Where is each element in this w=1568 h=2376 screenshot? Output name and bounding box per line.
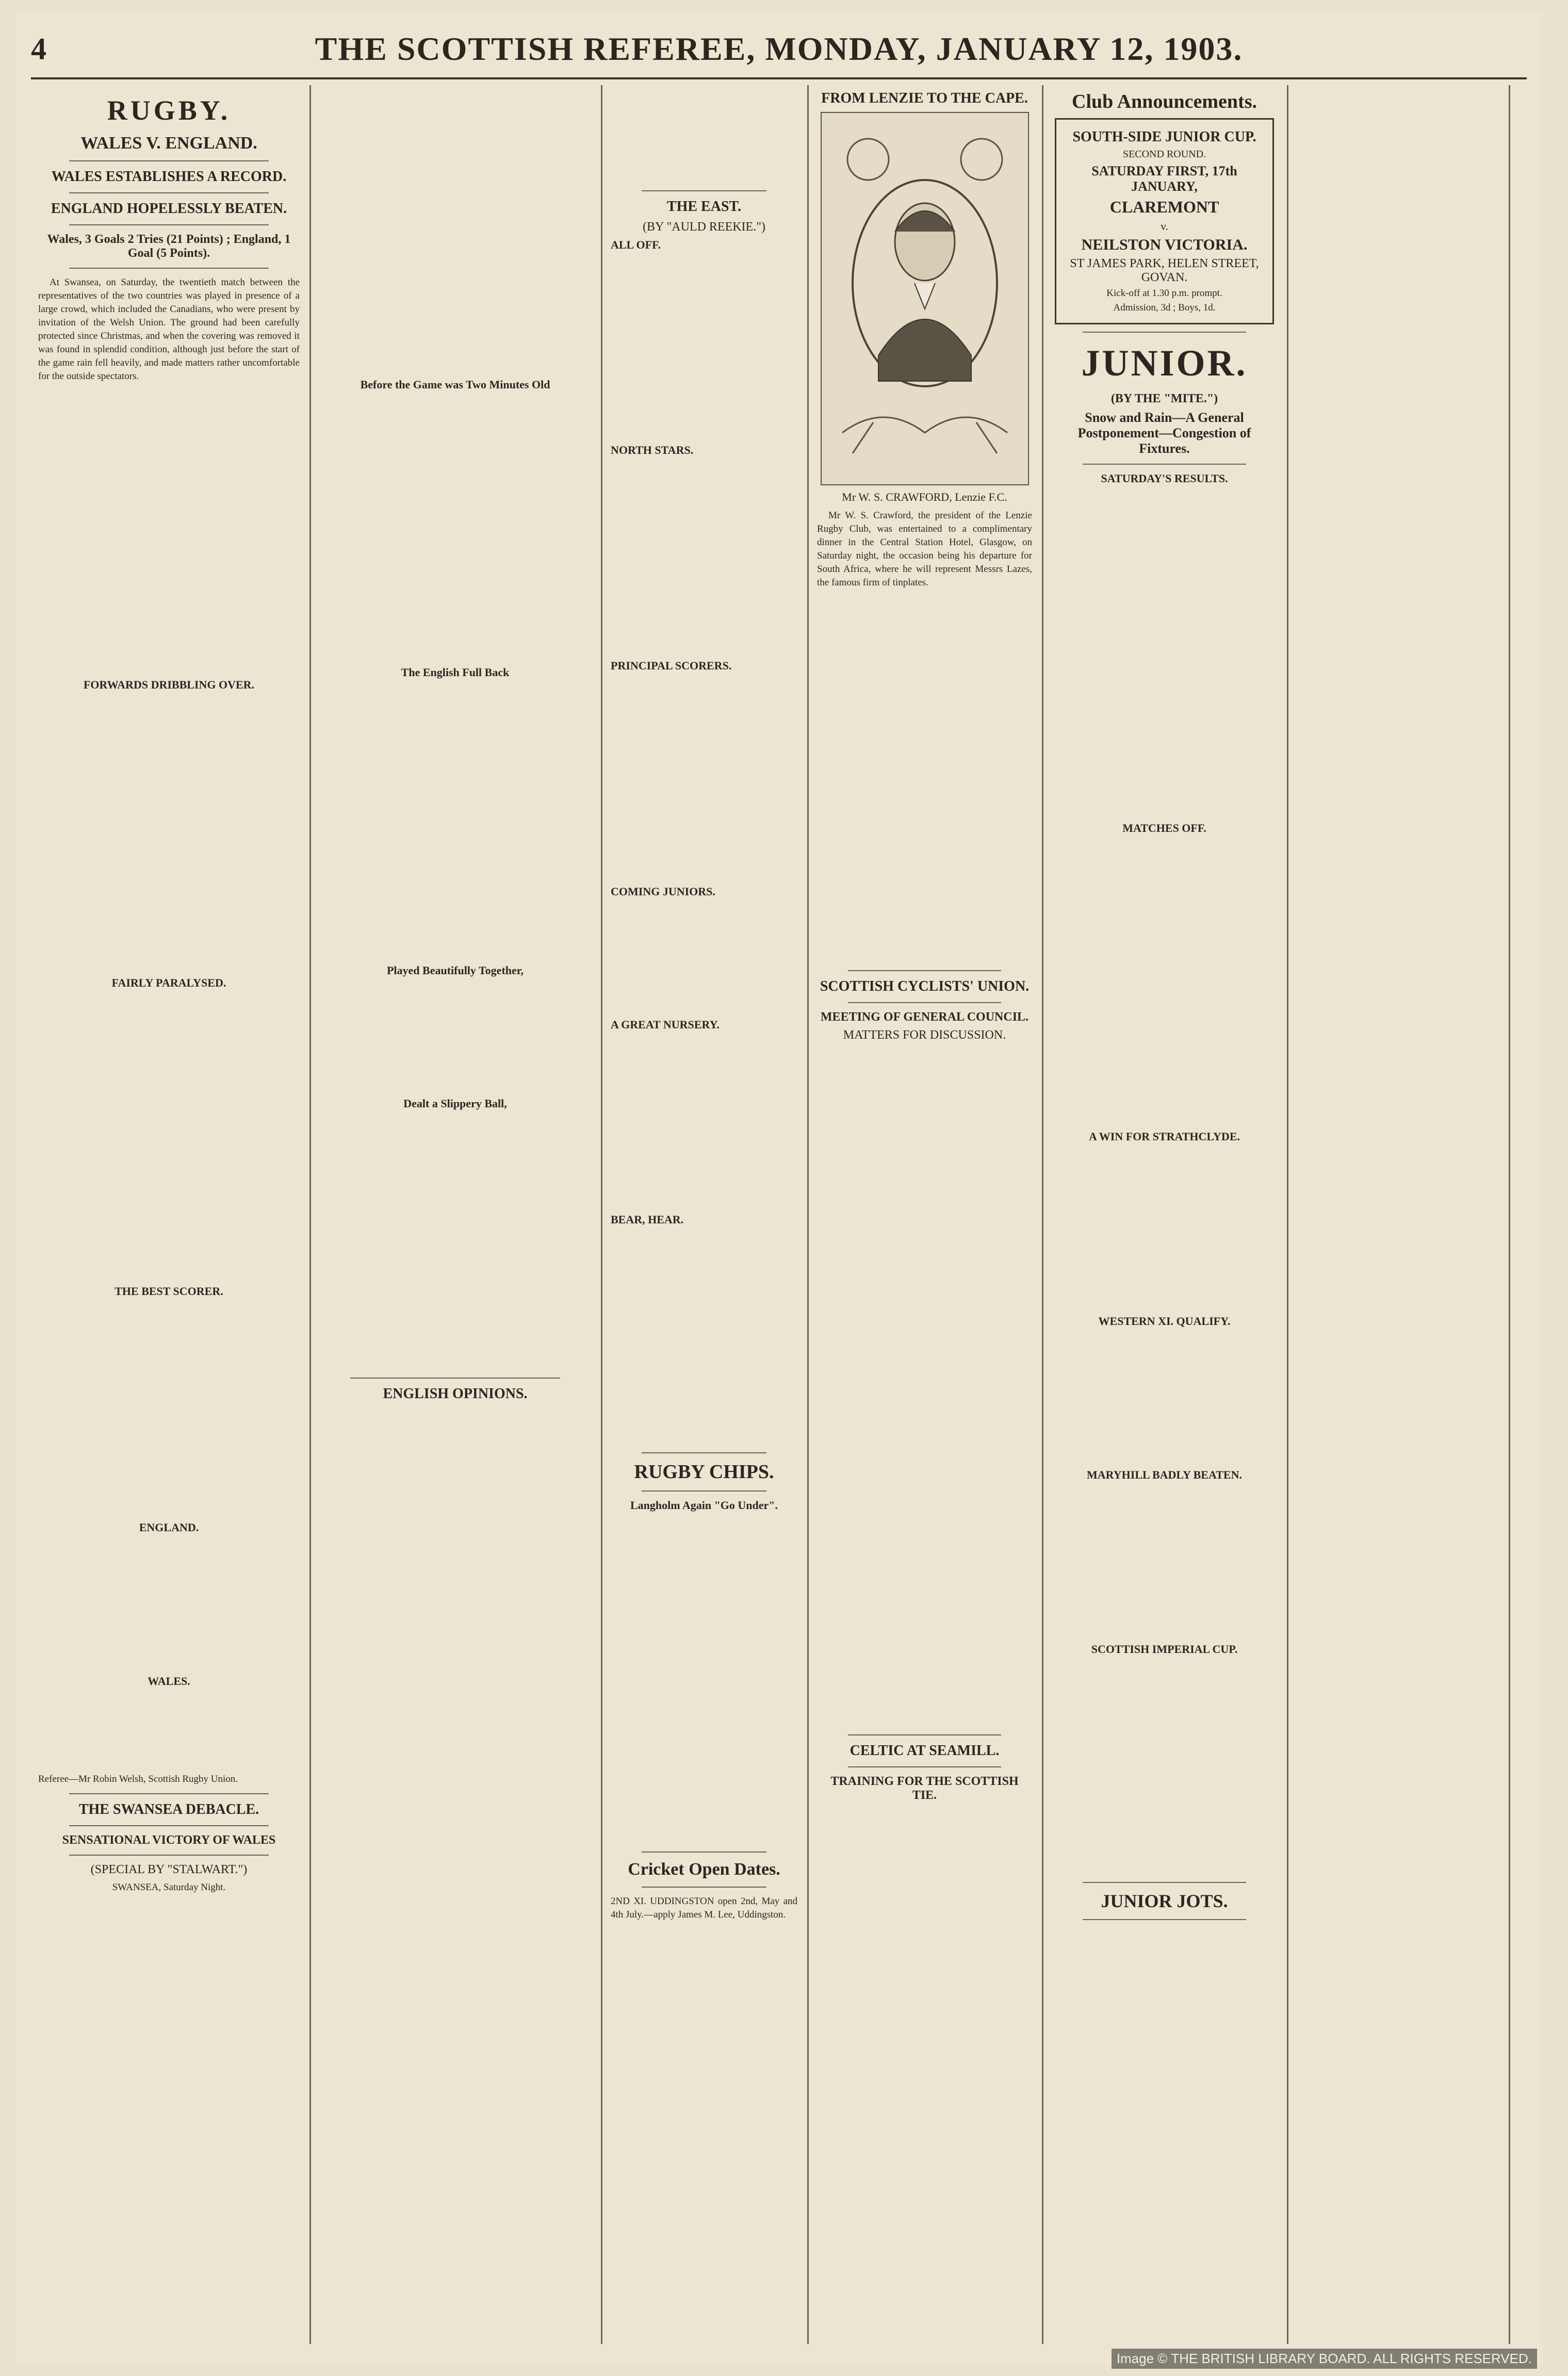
section-title-lenzie: FROM LENZIE TO THE CAPE.	[821, 90, 1028, 106]
column-rule	[807, 85, 809, 2344]
section-title-rugby-chips: RUGBY CHIPS.	[634, 1461, 774, 1483]
divider	[642, 190, 766, 191]
section-title-junior-jots: JUNIOR JOTS.	[1101, 1891, 1228, 1911]
subheading: A WIN FOR STRATHCLYDE.	[1089, 1130, 1240, 1143]
divider	[848, 970, 1001, 971]
portrait-drawing	[822, 113, 1028, 484]
divider	[642, 1452, 766, 1453]
divider	[848, 1002, 1001, 1003]
subheading: FORWARDS DRIBBLING OVER.	[83, 678, 255, 691]
subheading: SATURDAY'S RESULTS.	[1101, 472, 1228, 485]
illegible-text-block	[1052, 1927, 1277, 2082]
column-rule	[1509, 85, 1510, 2344]
illegible-text-block	[319, 1112, 591, 1370]
deck-sensational: SENSATIONAL VICTORY OF WALES	[62, 1833, 276, 1847]
referee-line: Referee—Mr Robin Welsh, Scottish Rugby Union.	[38, 1774, 238, 1784]
article-body	[38, 276, 300, 383]
illegible-text-block	[1052, 1484, 1277, 1638]
column-junior	[1044, 85, 1284, 2344]
section-title-celtic: CELTIC AT SEAMILL.	[850, 1743, 1000, 1759]
section-title-rugby: RUGBY.	[107, 95, 231, 126]
deck-training: TRAINING FOR THE SCOTTISH TIE.	[830, 1775, 1019, 1802]
column-rule	[601, 85, 602, 2344]
dateline: SWANSEA, Saturday Night.	[112, 1882, 226, 1893]
column-rule	[1042, 85, 1043, 2344]
cropped-adjacent-column	[1514, 85, 1545, 2344]
illegible-text-block	[611, 254, 797, 439]
illegible-text-block	[611, 1514, 797, 1844]
portrait-illustration	[821, 112, 1029, 485]
deck-record: WALES ESTABLISHES A RECORD.	[51, 169, 287, 185]
subheading: Played Beautifully Together,	[386, 964, 524, 977]
divider	[1083, 332, 1246, 333]
headline-wales-v-england: WALES V. ENGLAND.	[80, 134, 257, 153]
deck-postponement: Snow and Rain—A General Postponement—Congestion of Fixtures.	[1077, 410, 1251, 456]
column-junior-continued	[1289, 85, 1506, 2344]
newspaper-title: THE SCOTTISH REFEREE, MONDAY, JANUARY 12, 1903.	[315, 30, 1243, 67]
illegible-text-block	[1052, 1145, 1277, 1310]
subheading: BEAR, HEAR.	[611, 1213, 684, 1226]
section-title-english-opinions: ENGLISH OPINIONS.	[383, 1386, 528, 1402]
section-title-cricket: Cricket Open Dates.	[628, 1860, 780, 1879]
ad-title: SOUTH-SIDE JUNIOR CUP.	[1072, 129, 1256, 145]
subheading: The English Full Back	[401, 666, 510, 679]
divider	[1083, 464, 1246, 465]
column-the-east	[603, 85, 805, 2344]
illegible-text-block	[817, 1807, 1032, 2168]
deck-general-council: MEETING OF GENERAL COUNCIL.	[820, 1010, 1029, 1024]
subheading: MATCHES OFF.	[1122, 822, 1206, 834]
cricket-listing: 2ND XI. UDDINGSTON open 2nd, May and 4th July.—apply James M. Lee, Uddingston.	[611, 1896, 797, 1920]
advertisement-box	[1055, 118, 1274, 324]
subheading: WESTERN XI. QUALIFY.	[1098, 1315, 1231, 1328]
illegible-text-block	[1297, 85, 1499, 2303]
divider	[69, 1793, 269, 1794]
illegible-text-block	[611, 459, 797, 655]
masthead	[31, 21, 1527, 79]
divider	[69, 1825, 269, 1826]
article-body	[817, 509, 1032, 589]
illegible-text-block	[319, 394, 591, 662]
deck-england-beaten: ENGLAND HOPELESSLY BEATEN.	[51, 201, 287, 217]
divider	[69, 268, 269, 269]
divider	[642, 1851, 766, 1853]
team-heading-wales: WALES.	[148, 1675, 190, 1687]
ad-venue: ST JAMES PARK, HELEN STREET, GOVAN.	[1070, 257, 1259, 284]
column-rugby-continued	[312, 85, 598, 2344]
illegible-text-block	[817, 1046, 1032, 1727]
column-rule	[309, 85, 311, 2344]
ad-admission: Admission, 3d ; Boys, 1d.	[1113, 302, 1216, 313]
illegible-text-block	[38, 1536, 300, 1670]
byline: (SPECIAL BY "STALWART.")	[90, 1863, 248, 1876]
divider	[1083, 1882, 1246, 1883]
subheading: FAIRLY PARALYSED.	[111, 976, 226, 989]
column-rule	[1287, 85, 1288, 2344]
portrait-caption: Mr W. S. CRAWFORD, Lenzie F.C.	[842, 490, 1007, 503]
divider	[642, 1490, 766, 1492]
subheading: PRINCIPAL SCORERS.	[611, 659, 732, 672]
divider	[69, 1855, 269, 1856]
divider	[848, 1734, 1001, 1735]
illegible-text-block	[38, 1690, 300, 1773]
illegible-text-block	[38, 694, 300, 972]
subheading: THE BEST SCORER.	[115, 1285, 223, 1298]
illegible-text-block	[38, 992, 300, 1281]
illegible-text-block	[1052, 1330, 1277, 1464]
divider	[69, 160, 269, 161]
illegible-text-block	[611, 85, 797, 183]
ad-round: SECOND ROUND.	[1122, 149, 1206, 160]
illegible-text-block	[38, 385, 300, 674]
illegible-text-block	[38, 1300, 300, 1517]
illegible-text-block	[611, 1228, 797, 1445]
section-title-swansea: THE SWANSEA DEBACLE.	[78, 1801, 259, 1817]
section-title-the-east: THE EAST.	[666, 199, 742, 215]
ad-team-2: NEILSTON VICTORIA.	[1081, 236, 1248, 253]
divider	[642, 1887, 766, 1888]
subheading: ALL OFF.	[611, 238, 661, 251]
divider	[1083, 1919, 1246, 1920]
subheading: Dealt a Slippery Ball,	[403, 1097, 507, 1110]
lead-paragraph: Mr W. S. Crawford, the president of the Lenzie Rugby Club, was entertained to a complimentary dinner in the Central Station Hotel, Glasgow, on Saturday night, the occasion being his departure for South Africa, where he will represent Messrs Lazes, the famous firm of tinplates.	[817, 510, 1032, 588]
illegible-text-block	[1052, 837, 1277, 1126]
byline: (BY THE "MITE.")	[1110, 392, 1218, 405]
divider	[69, 224, 269, 225]
divider	[848, 1766, 1001, 1767]
ad-versus: v.	[1160, 220, 1169, 233]
illegible-text-block	[319, 681, 591, 960]
divider	[350, 1378, 560, 1379]
column-lenzie	[810, 85, 1039, 2344]
illegible-text-block	[611, 1034, 797, 1209]
illegible-text-block	[611, 675, 797, 881]
illegible-text-block	[319, 1407, 591, 2181]
illegible-text-block	[319, 85, 591, 374]
subheading: SCOTTISH IMPERIAL CUP.	[1091, 1643, 1238, 1656]
illegible-results-list	[1052, 487, 1277, 817]
ad-team-1: CLAREMONT	[1109, 198, 1219, 216]
page-number: 4	[31, 31, 46, 66]
subheading: Before the Game was Two Minutes Old	[360, 378, 550, 391]
subheading: COMING JUNIORS.	[611, 885, 715, 898]
copyright-watermark: Image © THE BRITISH LIBRARY BOARD. ALL RIGHTS RESERVED.	[1112, 2349, 1537, 2369]
deck-matters: MATTERS FOR DISCUSSION.	[843, 1028, 1006, 1042]
subheading: MARYHILL BADLY BEATEN.	[1087, 1468, 1242, 1481]
section-title-cyclists: SCOTTISH CYCLISTS' UNION.	[820, 978, 1030, 994]
column-rugby	[31, 85, 307, 2344]
illegible-text-block	[319, 979, 591, 1093]
illegible-text-block	[817, 592, 1032, 963]
subheading: NORTH STARS.	[611, 444, 694, 456]
illegible-text-block	[1052, 1658, 1277, 1875]
section-title-junior: JUNIOR.	[1081, 342, 1248, 384]
section-title-club-announcements: Club Announcements.	[1072, 91, 1257, 112]
ad-date: SATURDAY FIRST, 17th JANUARY,	[1091, 163, 1237, 194]
ad-kickoff: Kick-off at 1.30 p.m. prompt.	[1106, 288, 1222, 299]
chips-heading: Langholm Again "Go Under".	[630, 1499, 778, 1512]
illegible-text-block	[611, 900, 797, 1014]
subheading: A GREAT NURSERY.	[611, 1018, 720, 1031]
byline: (BY "AULD REEKIE.")	[643, 220, 765, 234]
match-score: Wales, 3 Goals 2 Tries (21 Points) ; England, 1 Goal (5 Points).	[47, 233, 291, 260]
team-heading-england: ENGLAND.	[139, 1521, 199, 1534]
divider	[69, 192, 269, 193]
intro-paragraph: At Swansea, on Saturday, the twentieth match between the representatives of the two countries was played in presence of a large crowd, which included the Canadians, who were present by invitation of the Welsh Union. The ground had been carefully protected since Christmas, and when the covering was removed it was found in splendid condition, although just before the start of the game rain fell heavily, and made matters rather uncomfortable for the outside spectators.	[38, 277, 300, 382]
